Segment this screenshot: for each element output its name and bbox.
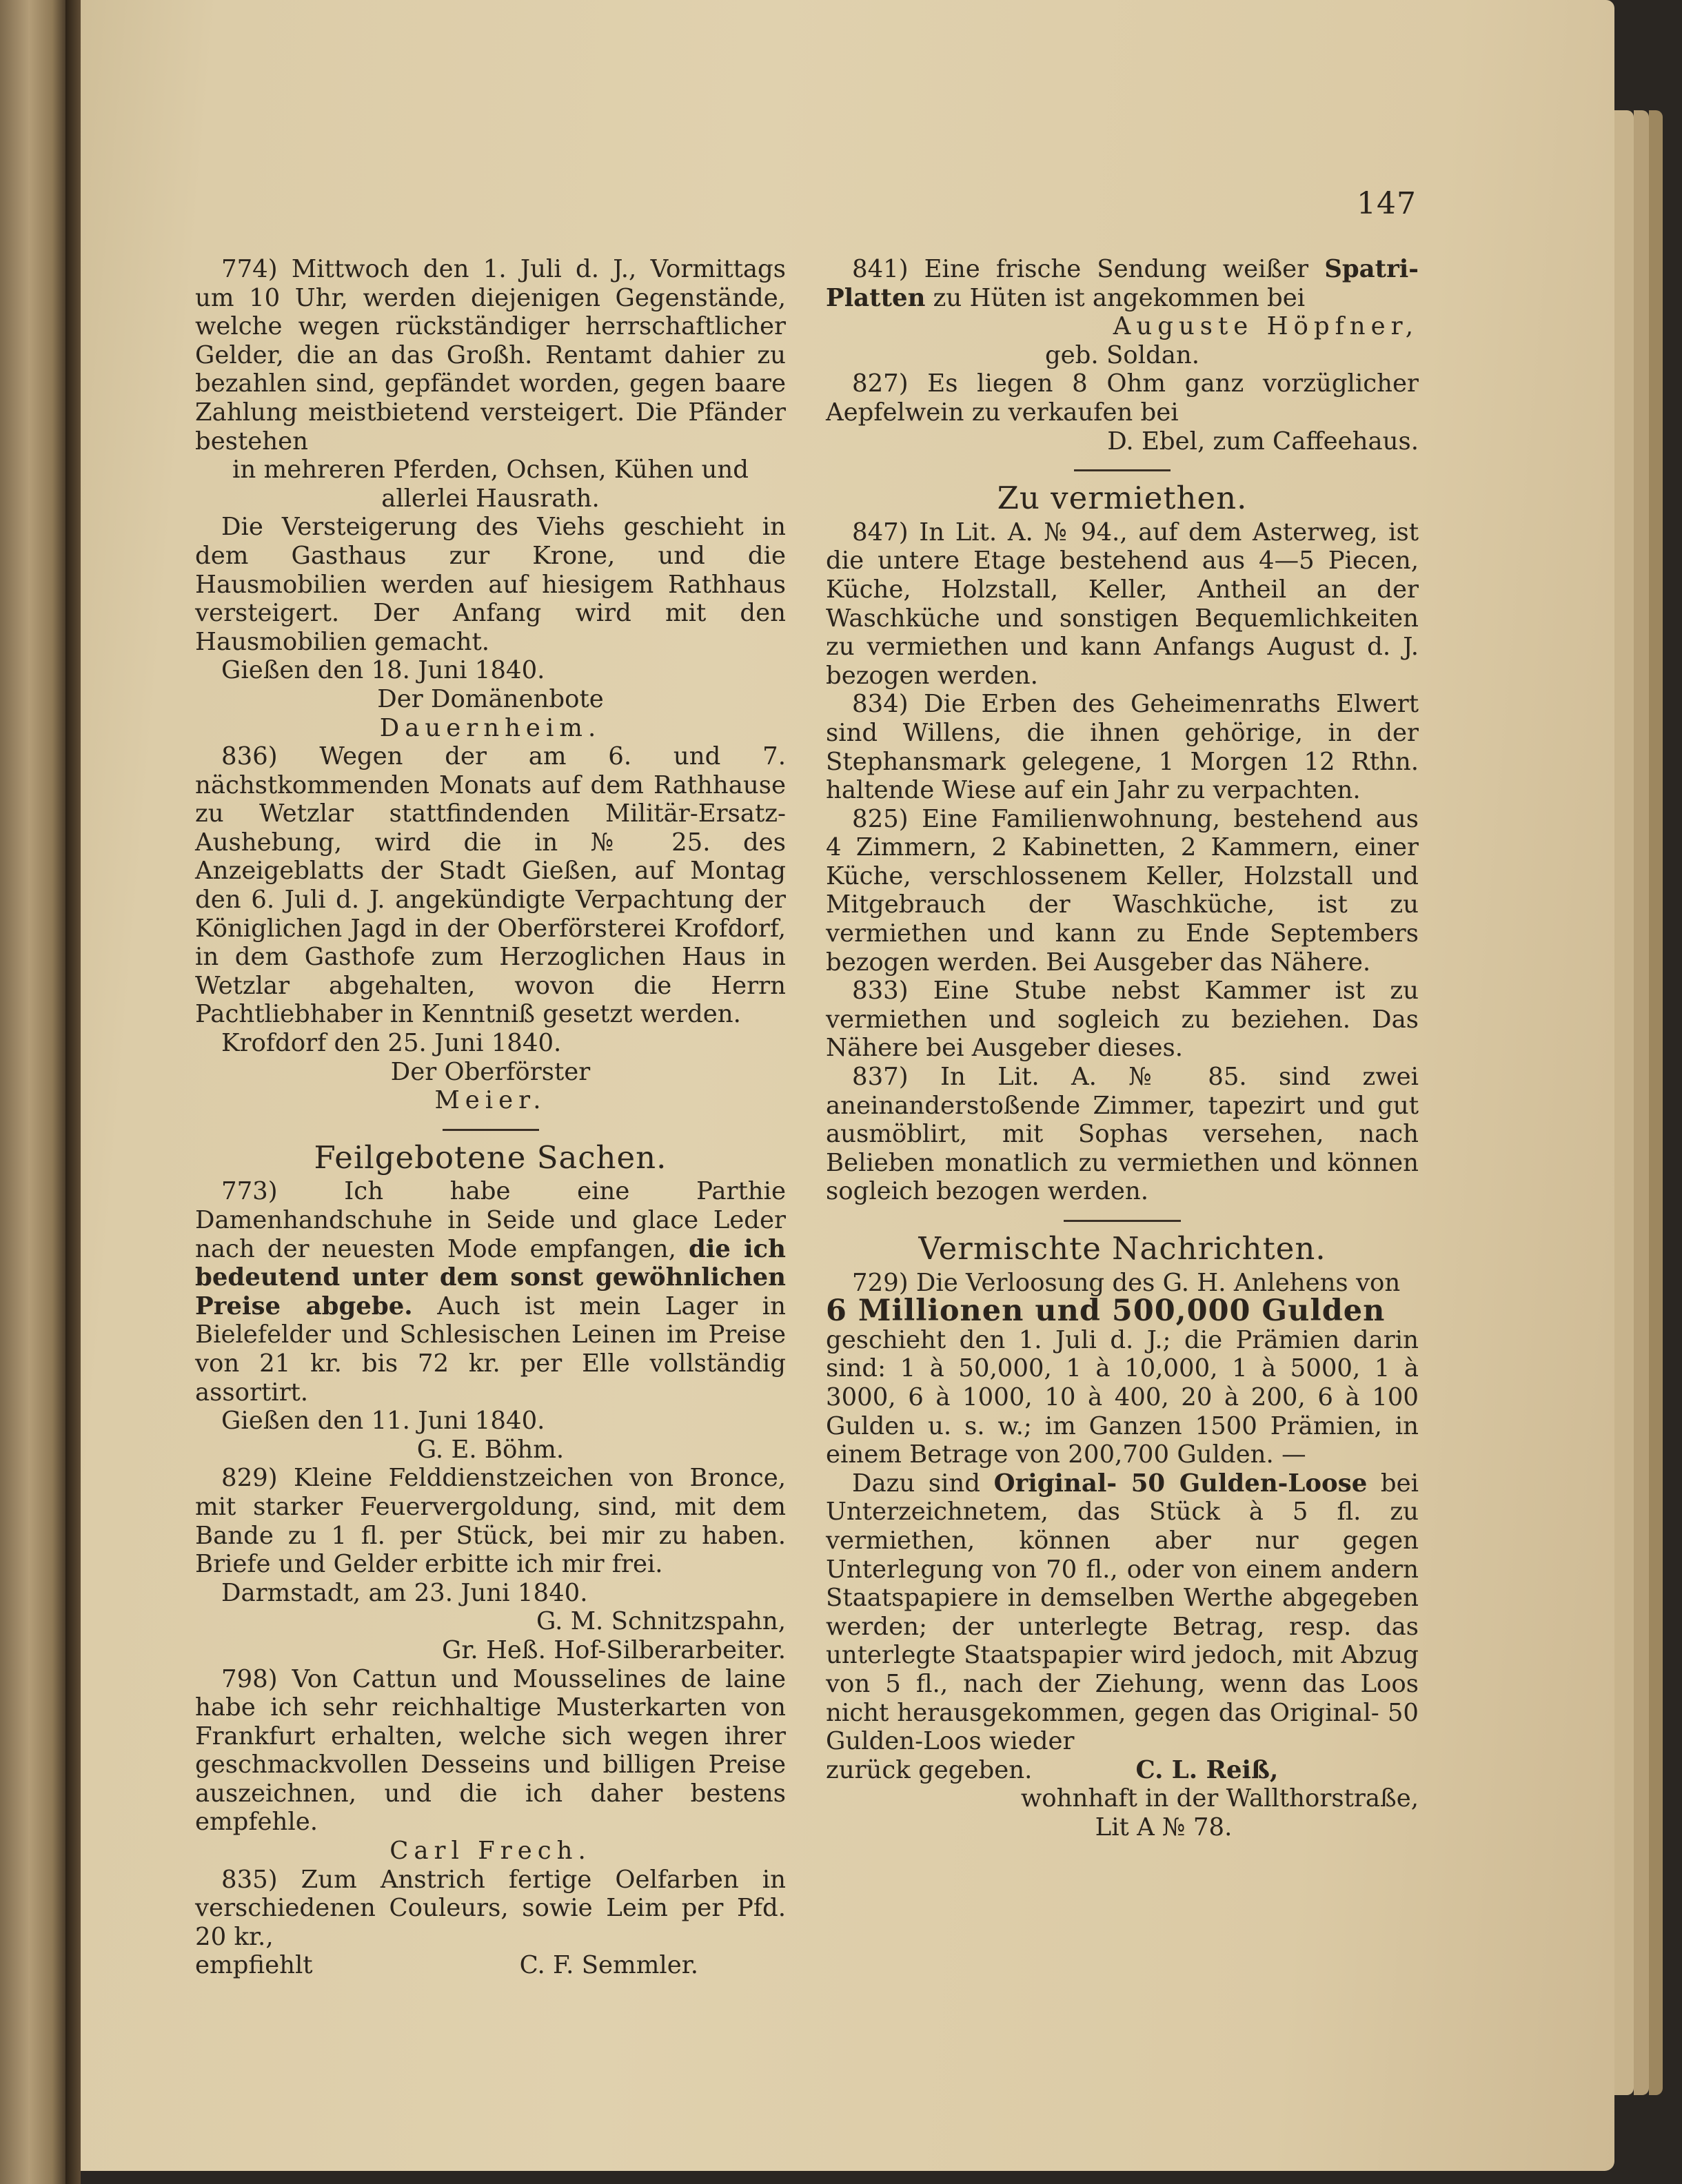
ad-829 — [195, 1464, 786, 1664]
book-gutter — [65, 0, 81, 2184]
page-edge — [1614, 110, 1634, 2095]
ad-text — [826, 1469, 1419, 1756]
right-column — [826, 255, 1419, 1841]
ad-text: geschieht den 1. Juli d. J.; die Prämien darin sind: 1 à 50,000, 1 à 10,000, 1 à 5000, 1 à 3000, 6 à 1000, 10 à 400, 20 à 200, 6 à 100 Gulden u. s. w.; im Ganzen 1500 Prämien, in einem Betrage von 200,700 Gulden. — — [826, 1325, 1419, 1469]
ad-text-part: zu Hüten ist angekommen bei — [933, 283, 1306, 312]
signer-name: C. F. Semmler. — [519, 1951, 699, 1980]
previous-page-edge — [0, 0, 65, 2184]
ad-text: 836) Wegen der am 6. und 7. nächstkommenden Monats auf dem Rathhause zu Wetzlar stattfindenden Militär-Ersatz-Aushebung, wird die in № 25. des Anzeigeblatts der Stadt Gießen, auf Montag den 6. Juli d. J. angekündigte Verpachtung der Königlichen Jagd in der Oberförsterei Krofdorf, in dem Gasthofe zum Herzoglichen Haus in Wetzlar abgehalten, wovon die Herrn Pachtliebhaber in Kenntniß gesetzt werden. — [195, 742, 786, 1029]
ad-835 — [195, 1866, 786, 1980]
ad-text: 827) Es liegen 8 Ohm ganz vorzüglicher Aepfelwein zu verkaufen bei — [826, 369, 1419, 427]
section-heading: Zu vermiethen. — [997, 480, 1248, 517]
signer-name: Dauernheim. — [379, 713, 602, 742]
ad-date: Gießen den 18. Juni 1840. — [221, 656, 545, 685]
ad-729 — [826, 1269, 1419, 1842]
ad-text-part: Auch ist mein Lager in Bielefelder und Schlesischen Leinen im Preise von 21 kr. bis 72 kr. per Elle vollständig assortirt. — [195, 1292, 786, 1407]
ad-text: 798) Von Cattun und Mousselines de laine habe ich sehr reichhaltige Musterkarten von Frankfurt erhalten, welche sich wegen ihrer geschmackvollen Desseins und billigen Preise auszeichnen, und die ich daher bestens empfehle. — [195, 1664, 786, 1837]
signer-address: wohnhaft in der Wallthorstraße, — [1020, 1784, 1419, 1813]
section-divider — [1074, 469, 1171, 471]
section-divider — [443, 1129, 539, 1131]
ad-text-part: empfiehlt — [195, 1951, 313, 1980]
page-number: 147 — [1357, 186, 1417, 221]
ad-signature-line — [826, 1756, 1419, 1785]
ad-798 — [195, 1665, 786, 1866]
signer-note: geb. Soldan. — [1044, 340, 1200, 369]
ad-text: Die Versteigerung des Viehs geschieht in dem Gasthaus zur Krone, und die Hausmobilien werden auf hiesigem Rathhaus versteigert. Der Anfang wird mit den Hausmobilien gemacht. — [195, 513, 786, 656]
ad-headline: 6 Millionen und 500,000 Gulden — [826, 1294, 1386, 1329]
left-column — [195, 255, 786, 1980]
ad-text: 729) Die Verloosung des G. H. Anlehens von — [852, 1268, 1401, 1297]
signer-name: Meier. — [434, 1086, 547, 1115]
ad-text-emphasis: Spatri-Platten — [826, 255, 1419, 312]
ad-text: 774) Mittwoch den 1. Juli d. J., Vormittags um 10 Uhr, werden diejenigen Gegenstände, welche wegen rückständiger herrschaftlicher Gelder, die an das Großh. Rentamt dahier zu bezahlen sind, gepfändet worden, gegen baare Zahlung meistbietend versteigert. Die Pfänder bestehen — [195, 255, 786, 456]
signer-name: Carl Frech. — [389, 1837, 591, 1866]
signer-title: Der Domänenbote — [377, 684, 604, 713]
signer-name: G. E. Böhm. — [416, 1435, 565, 1464]
signer-title: Der Oberförster — [390, 1057, 591, 1086]
signer-name: D. Ebel, zum Caffeehaus. — [1107, 427, 1419, 456]
ad-text — [826, 255, 1419, 312]
ad-827 — [826, 369, 1419, 456]
ad-text-part: bei Unterzeichnetem, das Stück à 5 fl. zu vermiethen, können aber nur gegen Unterlegung von 70 fl., oder von einem andern Staatspapiere in demselben Werthe abgegeben werden; der unterlegte Betrag, resp. das unterlegte Staatspapier wird jedoch, mit Abzug von 5 fl., nach der Ziehung, wenn das Loos nicht herausgekommen, gegen das Original- 50 Gulden-Loos wieder — [826, 1469, 1419, 1756]
ad-date: Krofdorf den 25. Juni 1840. — [221, 1029, 562, 1058]
ad-text: in mehreren Pferden, Ochsen, Kühen und allerlei Hausrath. — [232, 456, 749, 513]
ad-text-part: Dazu sind — [852, 1469, 980, 1498]
ad-text-emphasis: die ich bedeutend unter dem sonst gewöhnlichen Preise abgebe. — [195, 1234, 786, 1320]
ad-text-emphasis: Original- 50 Gulden-Loose — [993, 1469, 1368, 1498]
signer-address: Lit A № 78. — [1095, 1813, 1233, 1841]
ad-774 — [195, 255, 786, 742]
signer-name: G. M. Schnitzspahn, — [536, 1607, 786, 1636]
ad-841 — [826, 255, 1419, 369]
signer-title: Gr. Heß. Hof-Silberarbeiter. — [441, 1635, 786, 1664]
section-divider — [1064, 1220, 1181, 1222]
ad-signature-line — [195, 1951, 786, 1980]
signer-name: Auguste Höpfner, — [1113, 312, 1419, 341]
ad-834: 834) Die Erben des Geheimenraths Elwert sind Willens, die ihnen gehörige, in der Stephansmark gelegene, 1 Morgen 12 Rthn. haltende Wiese auf ein Jahr zu verpachten. — [826, 690, 1419, 805]
section-heading: Feilgebotene Sachen. — [314, 1139, 667, 1176]
ad-text — [195, 1177, 786, 1407]
ad-text-part: 773) Ich habe eine Parthie Damenhandschuhe in Seide und glace Leder nach der neuesten Mode empfangen, — [195, 1177, 786, 1263]
ad-text: 835) Zum Anstrich fertige Oelfarben in verschiedenen Couleurs, sowie Leim per Pfd. 20 kr., — [195, 1865, 786, 1951]
ad-837: 837) In Lit. A. № 85. sind zwei aneinanderstoßende Zimmer, tapezirt und gut ausmöblirt, mit Sophas versehen, nach Belieben monatlich zu vermiethen und können sogleich bezogen werden. — [826, 1063, 1419, 1206]
ad-825: 825) Eine Familienwohnung, bestehend aus 4 Zimmern, 2 Kabinetten, 2 Kammern, einer Küche, verschlossenem Keller, Holzstall und Mitgebrauch der Waschküche, ist zu vermiethen und kann zu Ende Septembers bezogen werden. Bei Ausgeber das Nähere. — [826, 804, 1419, 977]
ad-date: Darmstadt, am 23. Juni 1840. — [221, 1578, 588, 1607]
signer-name: C. L. Reiß, — [1135, 1755, 1279, 1784]
ad-847: 847) In Lit. A. № 94., auf dem Asterweg, ist die untere Etage bestehend aus 4—5 Piecen, Küche, Holzstall, Keller, Antheil an der Waschküche und sonstigen Bequemlichkeiten zu vermiethen und kann Anfangs August d. J. bezogen werden. — [826, 518, 1419, 690]
ad-833: 833) Eine Stube nebst Kammer ist zu vermiethen und sogleich zu beziehen. Das Nähere bei Ausgeber dieses. — [826, 977, 1419, 1063]
ad-773 — [195, 1177, 786, 1464]
ad-text: 829) Kleine Felddienstzeichen von Bronce, mit starker Feuervergoldung, sind, mit dem Bande zu 1 fl. per Stück, bei mir zu haben. Briefe und Gelder erbitte ich mir frei. — [195, 1464, 786, 1579]
ad-text-part: zurück gegeben. — [826, 1755, 1033, 1784]
section-heading: Vermischte Nachrichten. — [918, 1230, 1326, 1267]
page-edge — [1649, 110, 1663, 2095]
ad-text-part: 841) Eine frische Sendung weißer — [852, 255, 1309, 283]
page-edge — [1634, 110, 1649, 2095]
ad-date: Gießen den 11. Juni 1840. — [221, 1407, 545, 1436]
ad-836 — [195, 742, 786, 1115]
